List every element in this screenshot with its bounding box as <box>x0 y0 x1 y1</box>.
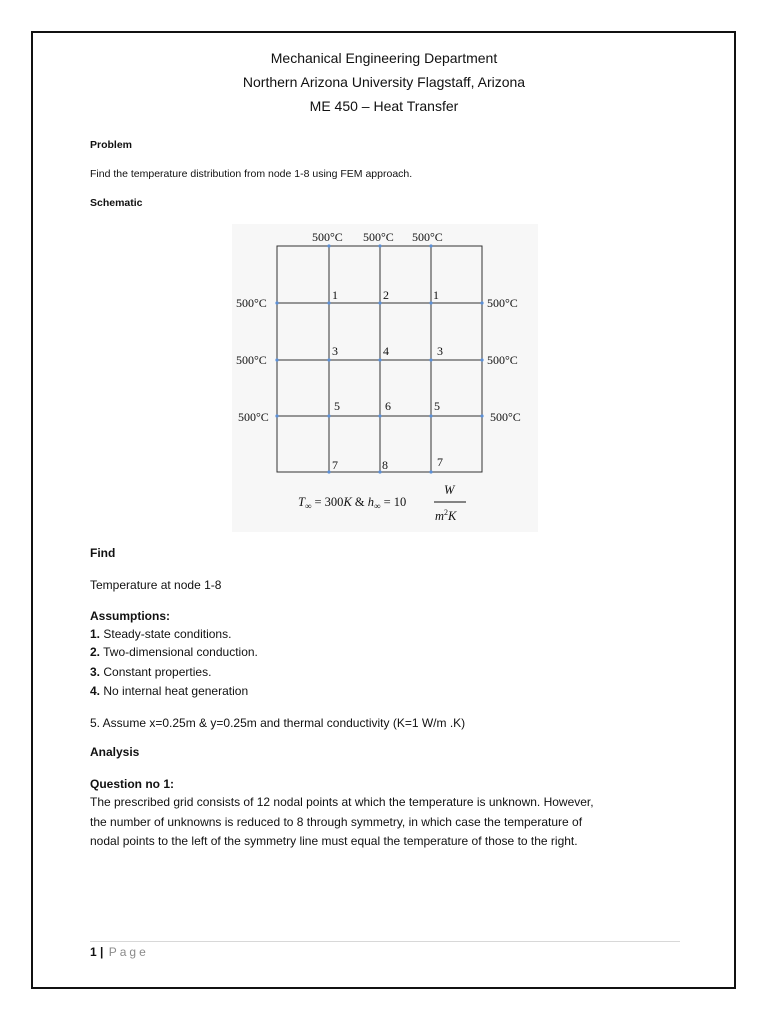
right-temp-label: 500°C <box>490 410 521 424</box>
node-label: 5 <box>434 399 440 413</box>
assumption-item: 1. Steady-state conditions. <box>90 627 232 641</box>
node-label: 8 <box>382 458 388 472</box>
node-label: 6 <box>385 399 391 413</box>
node-label: 3 <box>437 344 443 358</box>
header-university: Northern Arizona University Flagstaff, Arizona <box>242 74 526 90</box>
top-temp-label: 500°C <box>363 230 394 244</box>
convection-formula <box>298 483 466 523</box>
page-word: Page <box>108 945 149 959</box>
top-temp-label: 500°C <box>312 230 343 244</box>
header-course: ME 450 – Heat Transfer <box>309 98 459 114</box>
analysis-paragraph-line: nodal points to the left of the symmetry line must equal the temperature of those to the right. <box>90 834 578 848</box>
right-temp-label: 500°C <box>487 296 518 310</box>
left-temp-label: 500°C <box>238 410 269 424</box>
analysis-paragraph-line: The prescribed grid consists of 12 nodal points at which the temperature is unknown. However, <box>90 795 594 809</box>
problem-text: Find the temperature distribution from node 1-8 using FEM approach. <box>90 168 413 180</box>
node-label: 1 <box>433 288 439 302</box>
schematic-figure <box>232 224 538 532</box>
svg-text:T∞ = 300K & h∞ = 10: $T_\infty = 300K$ & $h_\infty = 10$ <box>298 495 407 511</box>
node-label: 3 <box>332 344 338 358</box>
page-number: 1 <box>90 945 97 959</box>
header-department: Mechanical Engineering Department <box>270 50 498 66</box>
analysis-paragraph-line: the number of unknowns is reduced to 8 through symmetry, in which case the temperature of <box>90 815 583 829</box>
schematic-heading: Schematic <box>90 197 143 209</box>
find-text: Temperature at node 1-8 <box>90 578 222 592</box>
left-temp-label: 500°C <box>236 353 267 367</box>
assumption-item: 4. No internal heat generation <box>90 684 249 698</box>
node-label: 2 <box>383 288 389 302</box>
right-temp-label: 500°C <box>487 353 518 367</box>
node-label: 5 <box>334 399 340 413</box>
analysis-heading: Analysis <box>90 745 140 759</box>
svg-text:m2K: $m^2K$ <box>435 508 457 523</box>
assumptions-heading: Assumptions: <box>90 609 171 623</box>
assumption-item: 3. Constant properties. <box>90 665 212 679</box>
svg-text:W: W <box>444 483 455 497</box>
node-label: 4 <box>383 344 389 358</box>
footer-divider <box>90 941 680 942</box>
left-temp-label: 500°C <box>236 296 267 310</box>
problem-heading: Problem <box>90 139 133 151</box>
node-label: 7 <box>437 455 443 469</box>
assumption-item: 2. Two-dimensional conduction. <box>90 645 258 659</box>
assumption-item-5: 5. Assume x=0.25m & y=0.25m and thermal conductivity (K=1 W/m .K) <box>90 716 466 730</box>
question-heading: Question no 1: <box>90 777 174 791</box>
node-label: 7 <box>332 458 338 472</box>
node-label: 1 <box>332 288 338 302</box>
page-footer: 1 | Page <box>90 945 149 959</box>
find-heading: Find <box>90 546 116 560</box>
top-temp-label: 500°C <box>412 230 443 244</box>
